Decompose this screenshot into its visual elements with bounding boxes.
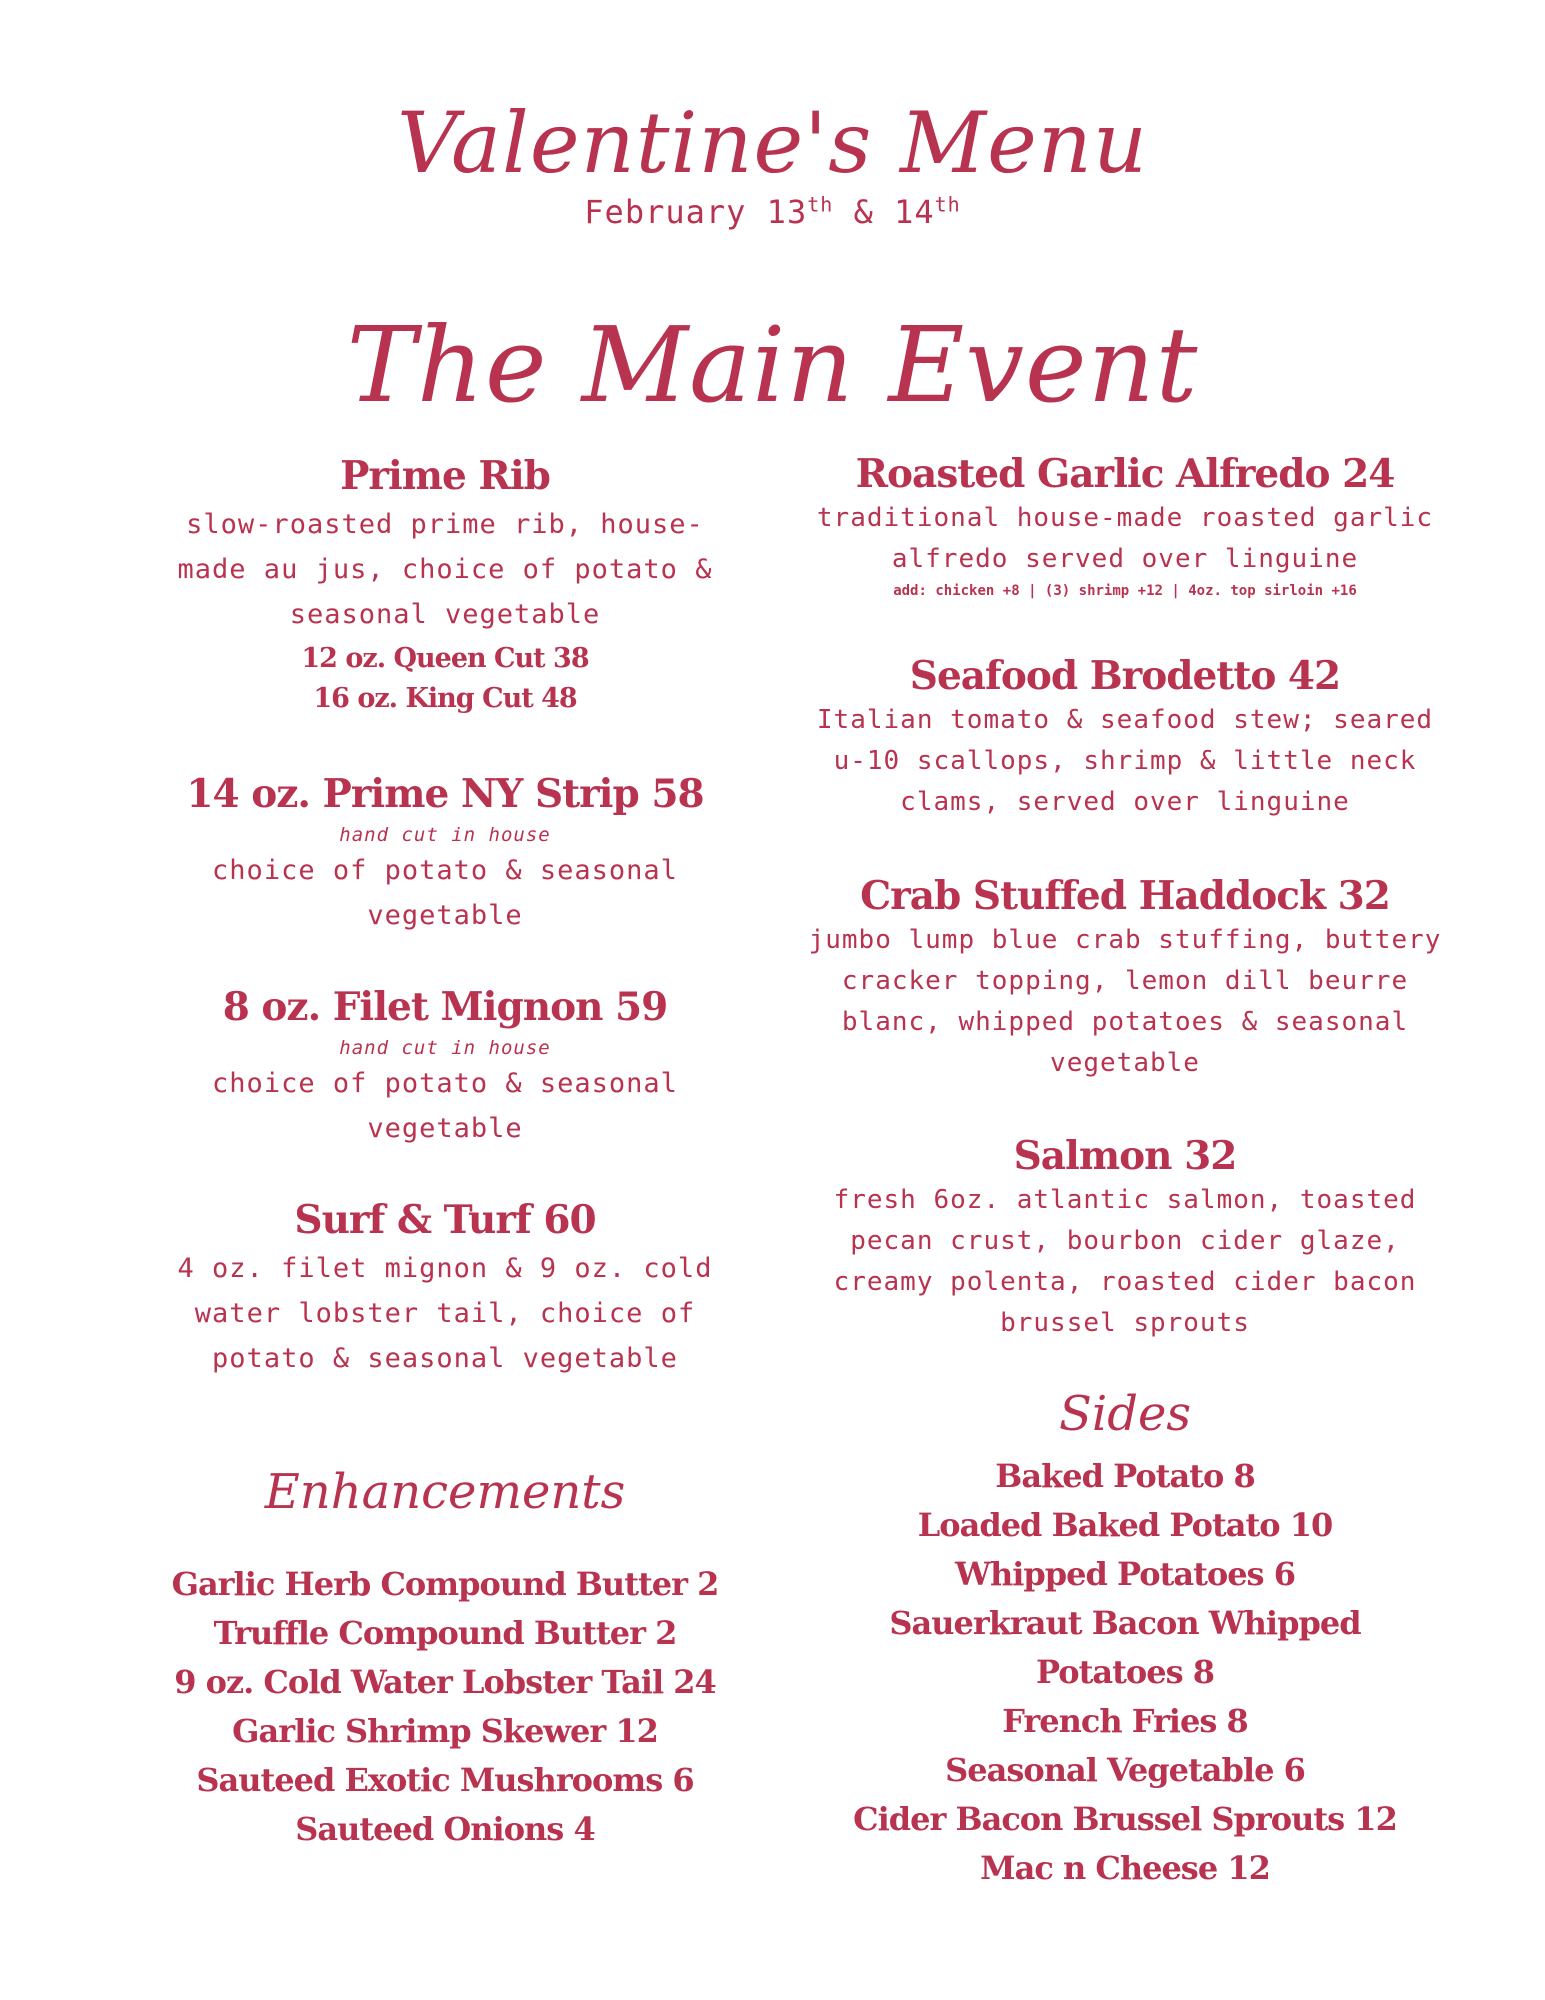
menu-dates (0, 190, 1545, 234)
dish-desc-line: creamy polenta, roasted cider bacon (833, 1267, 1417, 1297)
dish-name: 8 oz. Filet Mignon 59 (222, 984, 668, 1030)
dish-desc-line: vegetable (1050, 1048, 1200, 1078)
side-item: French Fries 8 (1002, 1702, 1248, 1740)
dish-desc-line: blanc, whipped potatoes & seasonal (841, 1007, 1409, 1037)
dish-desc-line: made au jus, choice of potato & (177, 554, 713, 585)
dish-name: Salmon 32 (1013, 1133, 1237, 1179)
dish-filet-mignon (140, 983, 750, 1151)
dish-cut-option: 12 oz. Queen Cut 38 (301, 643, 589, 674)
dish-desc-line: brussel sprouts (1000, 1308, 1250, 1338)
enhancements-section (140, 1460, 750, 1854)
dish-desc-line: potato & seasonal vegetable (212, 1343, 678, 1374)
dish-desc-line: choice of potato & seasonal (212, 855, 678, 886)
date-second: & 14 (833, 193, 935, 231)
dish-desc-line: clams, served over linguine (900, 787, 1350, 817)
dish-surf-turf (140, 1196, 750, 1381)
dish-desc-line: jumbo lump blue crab stuffing, buttery (808, 925, 1442, 955)
dish-desc-line: traditional house-made roasted garlic (816, 503, 1434, 533)
enhancement-item: Sauteed Onions 4 (295, 1810, 595, 1848)
dish-desc-line: cracker topping, lemon dill beurre (841, 966, 1409, 996)
enhancement-item: Sauteed Exotic Mushrooms 6 (196, 1761, 694, 1799)
dish-note: hand cut in house (339, 824, 551, 846)
enhancement-item: 9 oz. Cold Water Lobster Tail 24 (174, 1663, 716, 1701)
dish-name: Surf & Turf 60 (294, 1197, 596, 1243)
dish-cut-option: 16 oz. King Cut 48 (313, 683, 577, 714)
sides-section (795, 1382, 1455, 1893)
dish-addons: add: chicken +8 | (3) shrimp +12 | 4oz. top sirloin +16 (893, 583, 1357, 599)
dish-note: hand cut in house (339, 1037, 551, 1059)
dish-crab-haddock (795, 872, 1455, 1084)
dish-desc-line: alfredo served over linguine (891, 544, 1359, 574)
side-item: Whipped Potatoes 6 (955, 1555, 1295, 1593)
date-second-suffix: th (934, 192, 961, 217)
side-item: Baked Potato 8 (995, 1457, 1255, 1495)
date-first-suffix: th (807, 192, 834, 217)
side-item: Seasonal Vegetable 6 (945, 1751, 1305, 1789)
side-item: Cider Bacon Brussel Sprouts 12 (853, 1800, 1397, 1838)
menu-title: Valentine's Menu (397, 94, 1148, 192)
dish-garlic-alfredo (795, 450, 1455, 602)
dish-desc-line: slow-roasted prime rib, house- (186, 509, 704, 540)
section-title: The Main Event (346, 304, 1199, 426)
dish-desc-line: fresh 6oz. atlantic salmon, toasted (833, 1185, 1417, 1215)
enhancements-title: Enhancements (264, 1464, 626, 1520)
dish-desc-line: vegetable (367, 1113, 523, 1144)
enhancement-item: Garlic Shrimp Skewer 12 (232, 1712, 658, 1750)
dish-name: Crab Stuffed Haddock 32 (860, 873, 1390, 919)
dish-desc-line: pecan crust, bourbon cider glaze, (850, 1226, 1400, 1256)
dish-name: 14 oz. Prime NY Strip 58 (186, 771, 704, 817)
dish-prime-rib (140, 452, 750, 719)
dish-desc-line: vegetable (367, 900, 523, 931)
dish-name: Roasted Garlic Alfredo 24 (855, 451, 1395, 497)
dish-salmon (795, 1132, 1455, 1344)
dish-desc-line: seasonal vegetable (289, 599, 601, 630)
dish-desc-line: Italian tomato & seafood stew; seared (816, 705, 1434, 735)
sides-title: Sides (1059, 1386, 1191, 1442)
side-item: Sauerkraut Bacon Whipped (889, 1604, 1361, 1642)
side-item: Mac n Cheese 12 (980, 1849, 1270, 1887)
dish-name: Seafood Brodetto 42 (909, 653, 1341, 699)
dish-desc-line: u-10 scallops, shrimp & little neck (833, 746, 1417, 776)
enhancement-item: Truffle Compound Butter 2 (213, 1614, 677, 1652)
dish-seafood-brodetto (795, 652, 1455, 823)
side-item: Potatoes 8 (1036, 1653, 1214, 1691)
dish-desc-line: choice of potato & seasonal (212, 1068, 678, 1099)
dish-name: Prime Rib (340, 453, 550, 499)
dish-desc-line: 4 oz. filet mignon & 9 oz. cold (177, 1253, 713, 1284)
date-first: February 13 (584, 193, 808, 231)
enhancement-item: Garlic Herb Compound Butter 2 (171, 1565, 719, 1603)
dish-desc-line: water lobster tail, choice of (194, 1298, 696, 1329)
dish-ny-strip (140, 770, 750, 938)
side-item: Loaded Baked Potato 10 (917, 1506, 1333, 1544)
